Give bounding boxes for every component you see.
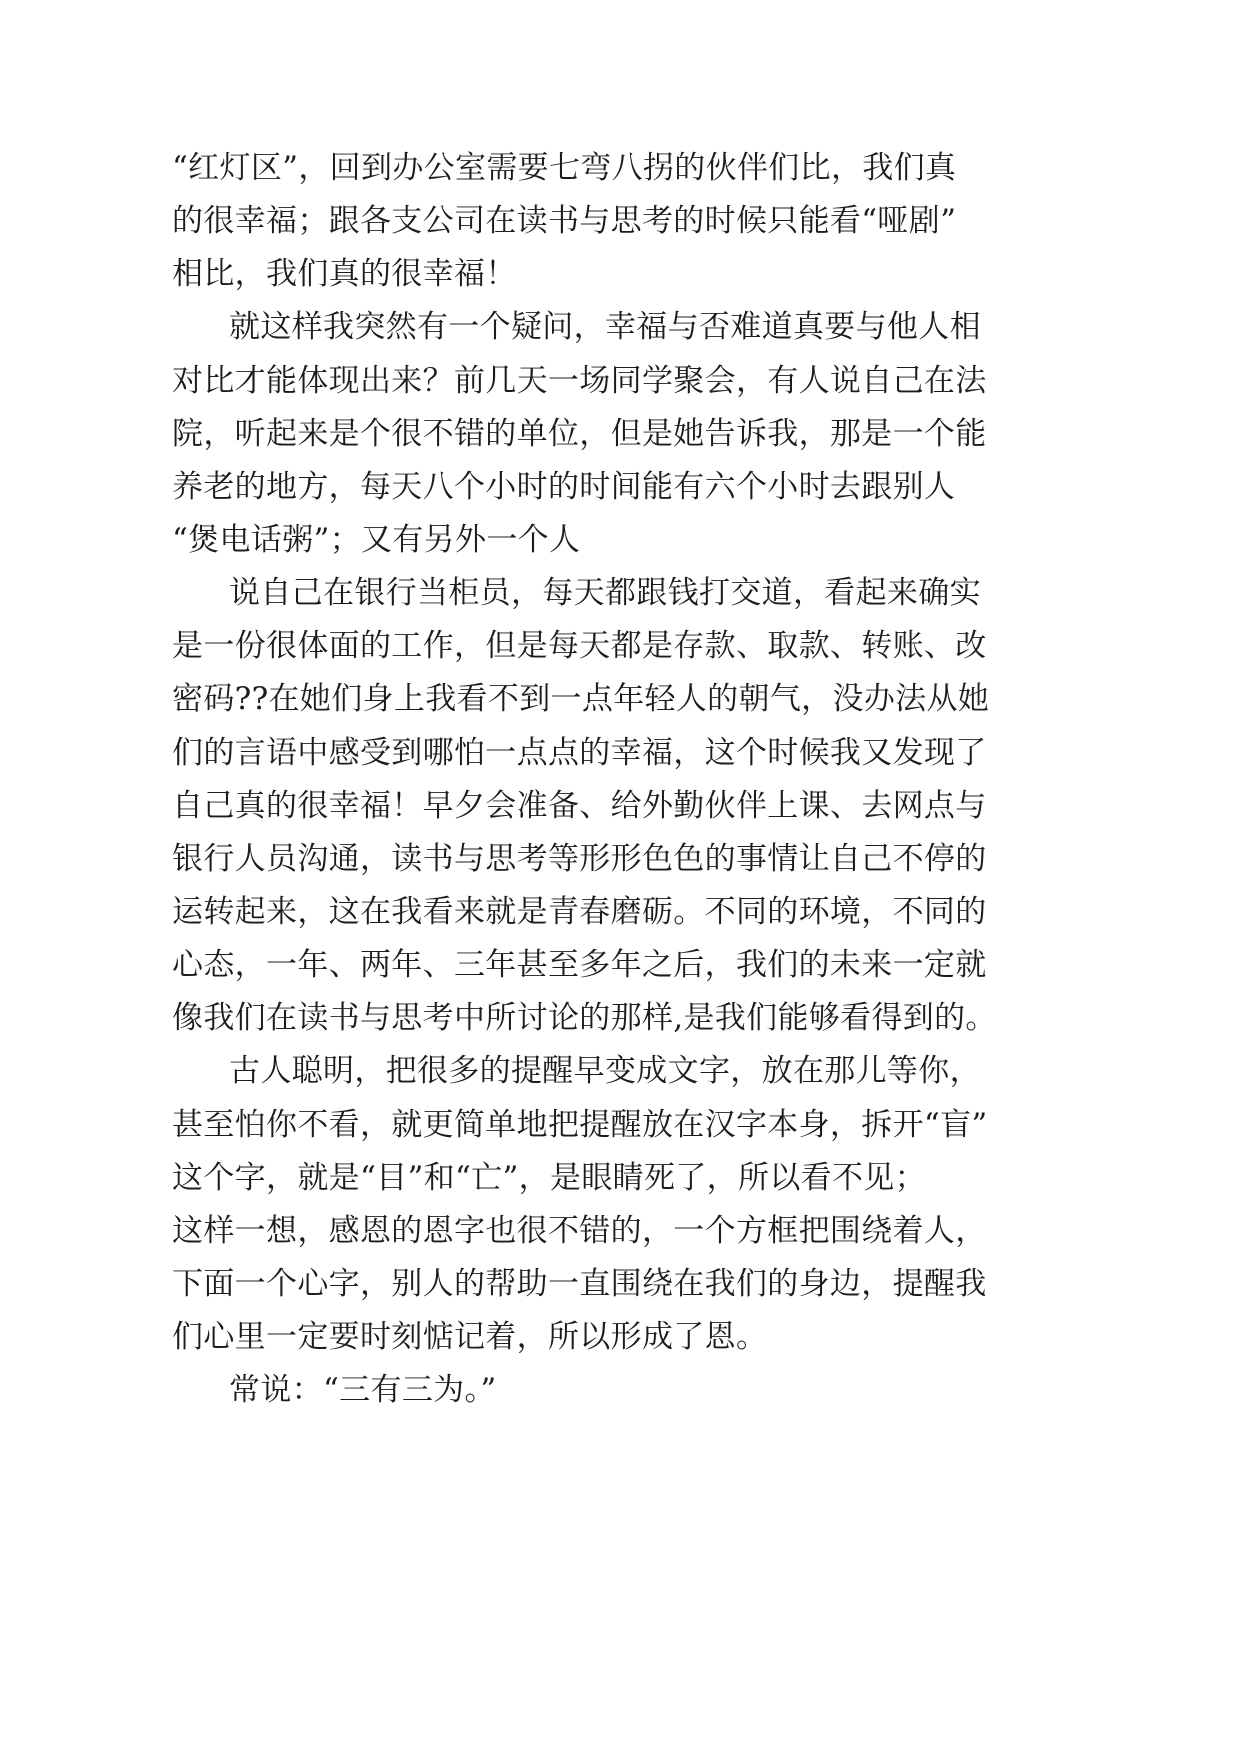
text-line: 们心里一定要时刻惦记着，所以形成了恩。 [172, 1319, 768, 1355]
text-line: 相比，我们真的很幸福！ [172, 256, 517, 292]
text-line: 运转起来，这在我看来就是青春磨砺。不同的环境，不同的 [172, 894, 987, 930]
text-line: 像我们在读书与思考中所讨论的那样,是我们能够看得到的。 [172, 1000, 997, 1036]
text-line: 下面一个心字，别人的帮助一直围绕在我们的身边，提醒我 [172, 1266, 987, 1302]
paragraph-first-line: 古人聪明，把很多的提醒早变成文字，放在那儿等你， [229, 1053, 981, 1089]
text-line: 这样一想，感恩的恩字也很不错的，一个方框把围绕着人， [172, 1213, 987, 1249]
paragraph-first-line: 说自己在银行当柜员，每天都跟钱打交道，看起来确实 [229, 575, 981, 611]
text-line: 这个字，就是“目”和“亡”，是眼睛死了，所以看不见； [172, 1160, 926, 1196]
text-line: 们的言语中感受到哪怕一点点的幸福，这个时候我又发现了 [172, 735, 987, 771]
text-line: 自己真的很幸福！早夕会准备、给外勤伙伴上课、去网点与 [172, 788, 987, 824]
text-line: 密码??在她们身上我看不到一点年轻人的朝气，没办法从她 [172, 681, 990, 717]
text-line: 院，听起来是个很不错的单位，但是她告诉我，那是一个能 [172, 416, 987, 452]
text-line: 养老的地方，每天八个小时的时间能有六个小时去跟别人 [172, 469, 956, 505]
text-line: 甚至怕你不看，就更简单地把提醒放在汉字本身，拆开“盲” [172, 1107, 988, 1143]
text-line: 对比才能体现出来？前几天一场同学聚会，有人说自己在法 [172, 363, 987, 399]
text-line: “红灯区”，回到办公室需要七弯八拐的伙伴们比，我们真 [172, 150, 957, 186]
text-line: 银行人员沟通，读书与思考等形形色色的事情让自己不停的 [172, 841, 987, 877]
text-line: “煲电话粥”；又有另外一个人 [172, 522, 581, 558]
text-line: 心态，一年、两年、三年甚至多年之后，我们的未来一定就 [172, 947, 987, 983]
text-line: 的很幸福；跟各支公司在读书与思考的时候只能看“哑剧” [172, 203, 957, 239]
paragraph-first-line: 常说：“三有三为。” [229, 1372, 497, 1408]
text-line: 是一份很体面的工作，但是每天都是存款、取款、转账、改 [172, 628, 987, 664]
paragraph-first-line: 就这样我突然有一个疑问，幸福与否难道真要与他人相 [229, 309, 981, 345]
